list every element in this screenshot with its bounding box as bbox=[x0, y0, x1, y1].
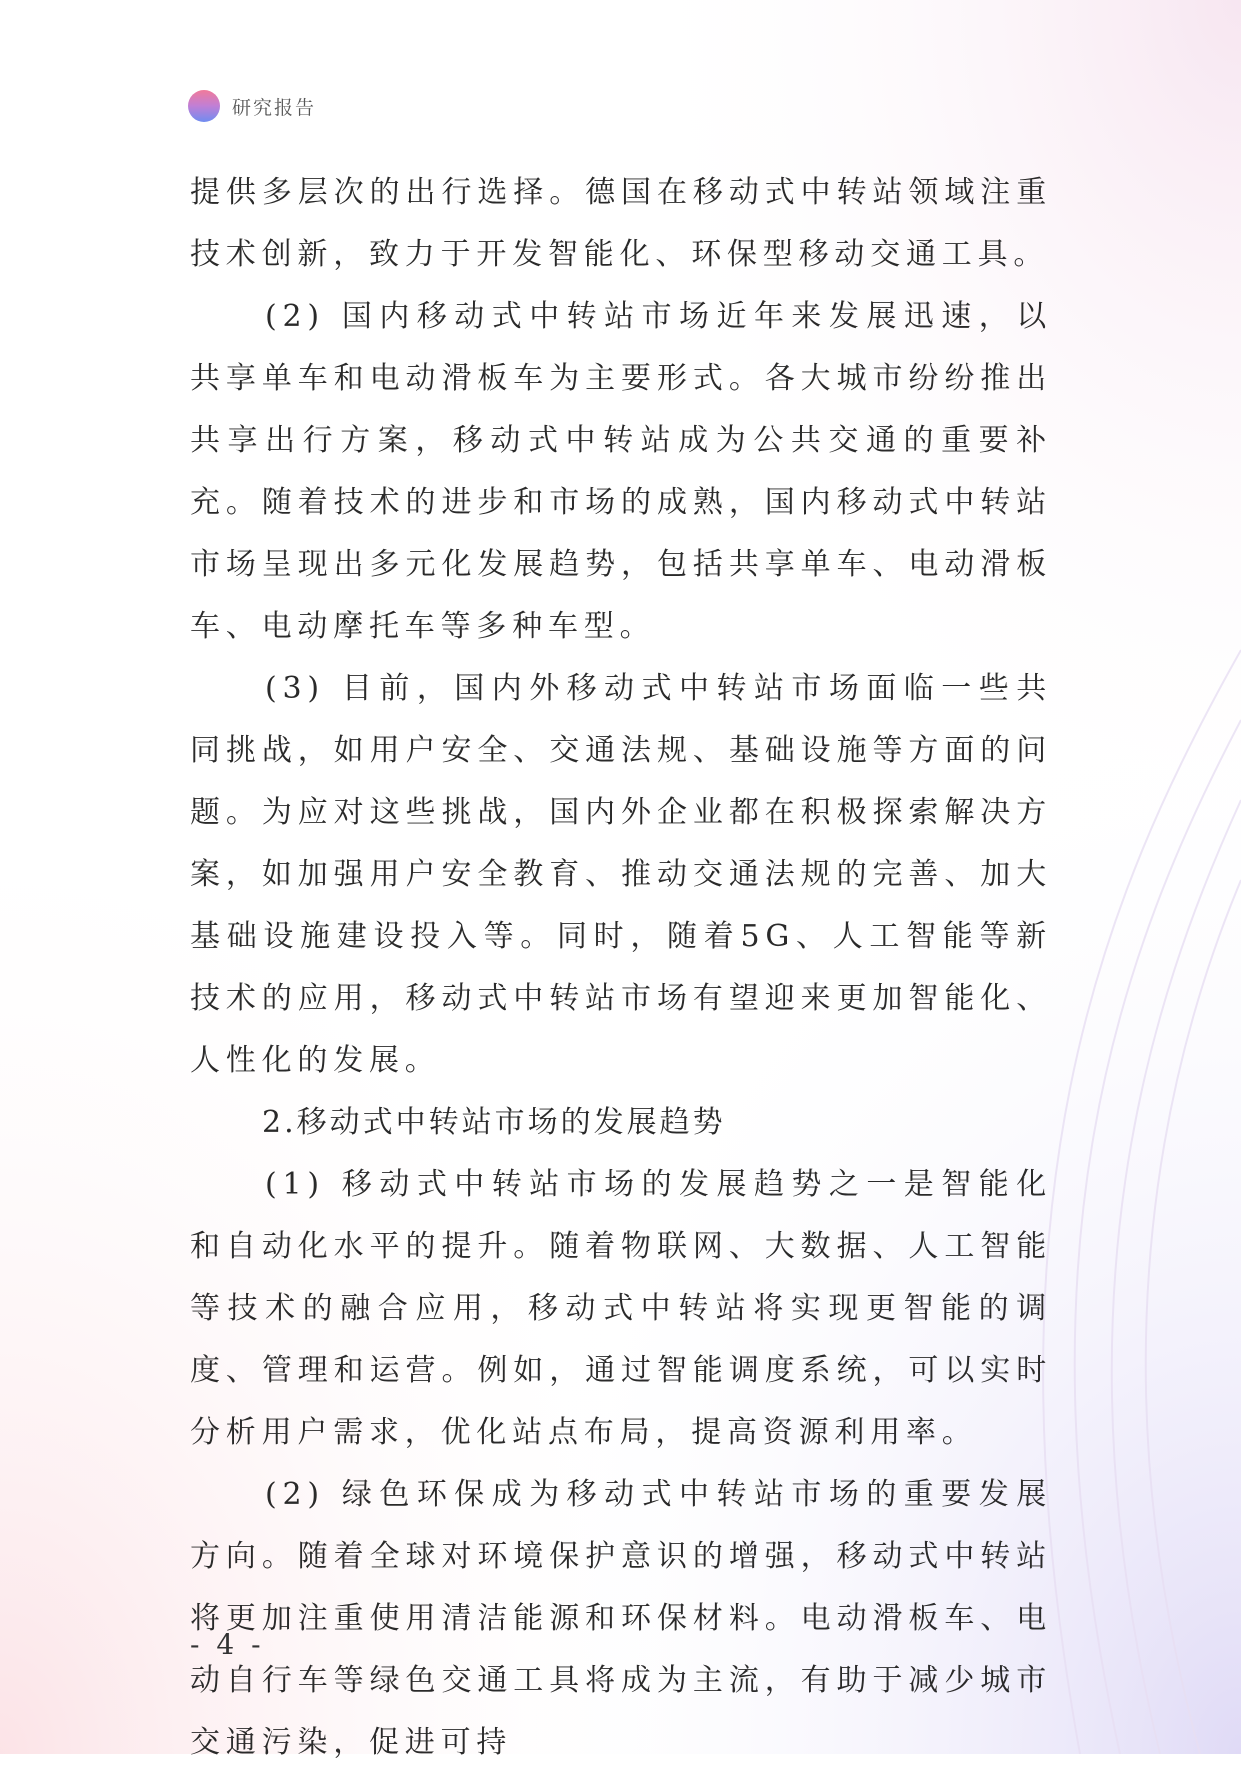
body-text bbox=[190, 162, 1052, 1774]
section-heading: 2.移动式中转站市场的发展趋势 bbox=[262, 1105, 726, 1140]
header-title: 研究报告 bbox=[232, 96, 317, 119]
paragraph: (3) 目前，国内外移动式中转站市场面临一些共同挑战，如用户安全、交通法规、基础设施等方面的问题。为应对这些挑战，国内外企业都在积极探索解决方案，如加强用户安全教育、推动交通法规的完善、加大基础设施建设投入等。同时，随着5G、人工智能等新技术的应用，移动式中转站市场有望迎来更加智能化、人性化的发展。 bbox=[190, 671, 1052, 1078]
paragraph: (2) 绿色环保成为移动式中转站市场的重要发展方向。随着全球对环境保护意识的增强，移动式中转站将更加注重使用清洁能源和环保材料。电动滑板车、电动自行车等绿色交通工具将成为主流，有助于减少城市交通污染，促进可持 bbox=[190, 1477, 1052, 1760]
page-header bbox=[188, 90, 316, 122]
paragraph: (1) 移动式中转站市场的发展趋势之一是智能化和自动化水平的提升。随着物联网、大数据、人工智能等技术的融合应用，移动式中转站将实现更智能的调度、管理和运营。例如，通过智能调度系统，可以实时分析用户需求，优化站点布局，提高资源利用率。 bbox=[190, 1167, 1052, 1450]
paragraph: 提供多层次的出行选择。德国在移动式中转站领域注重技术创新，致力于开发智能化、环保型移动交通工具。 bbox=[190, 175, 1052, 272]
page-number: - 4 - bbox=[190, 1628, 265, 1661]
logo-circle-icon bbox=[188, 90, 220, 122]
paragraph: (2) 国内移动式中转站市场近年来发展迅速，以共享单车和电动滑板车为主要形式。各大城市纷纷推出共享出行方案，移动式中转站成为公共交通的重要补充。随着技术的进步和市场的成熟，国内移动式中转站市场呈现出多元化发展趋势，包括共享单车、电动滑板车、电动摩托车等多种车型。 bbox=[190, 299, 1052, 644]
